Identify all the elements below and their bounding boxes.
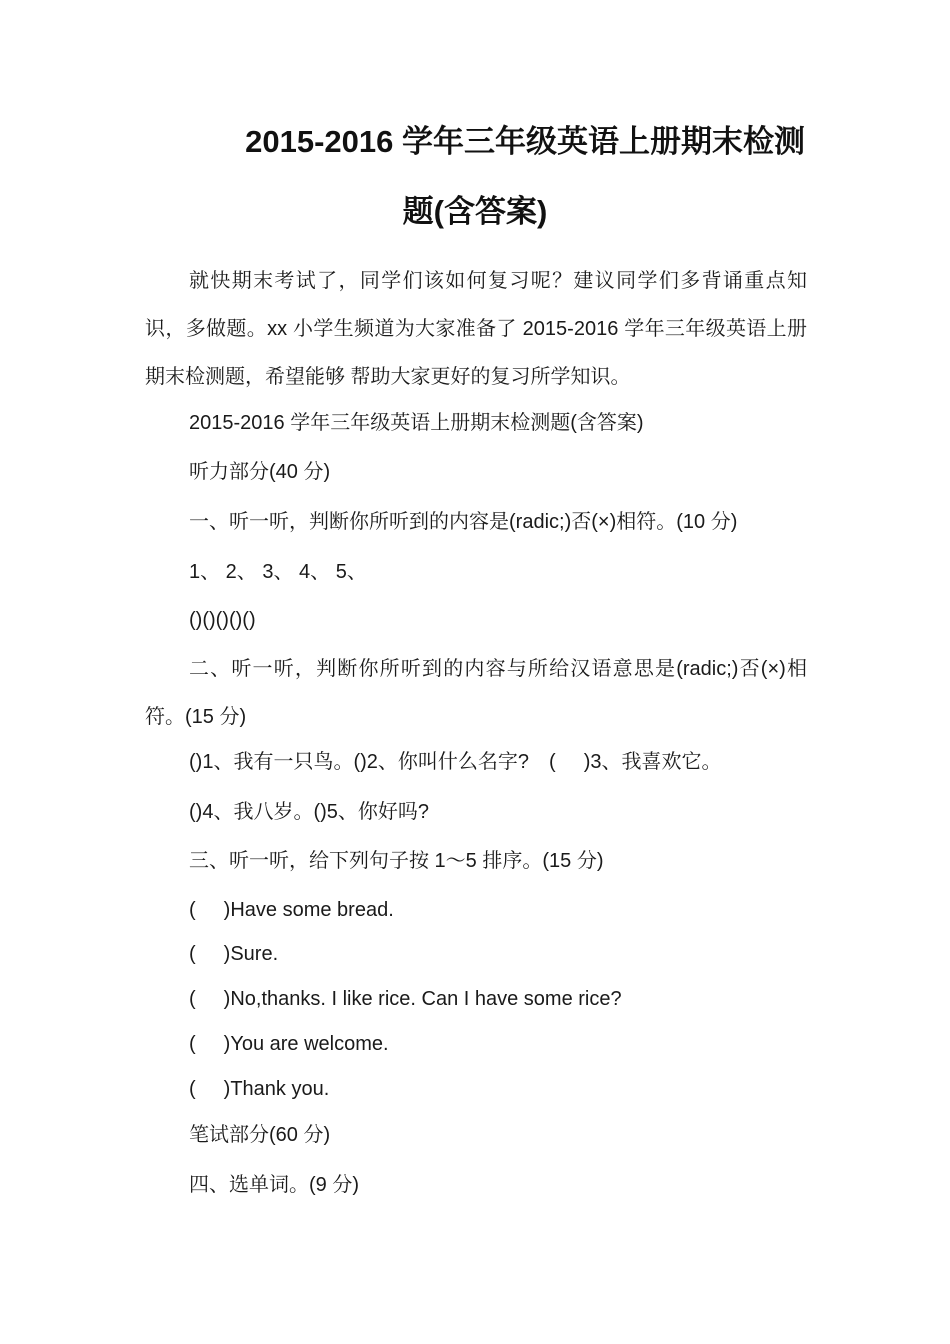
section3-item bbox=[189, 984, 622, 1014]
section2-row-1-part-a: ()1、我有一只鸟。()2、你叫什么名字? bbox=[189, 751, 530, 773]
section1-answer-blanks: ()()()()() bbox=[189, 609, 256, 631]
section2-row-1 bbox=[189, 747, 721, 777]
section2-instruction: 二、听一听，判断你所听到的内容与所给汉语意思是(radic;)否(×)相符。(15 分) bbox=[145, 658, 807, 728]
section3-item bbox=[189, 895, 394, 925]
section3-item-open-paren: ( bbox=[189, 943, 196, 965]
section3-item-text: )Thank you. bbox=[223, 1078, 330, 1100]
section3-item bbox=[189, 1029, 389, 1059]
section2-row-1-part-c: )3、我喜欢它。 bbox=[583, 751, 722, 773]
section3-item-text: )Sure. bbox=[223, 943, 279, 965]
listening-section-header: 听力部分(40 分) bbox=[189, 461, 331, 483]
document-title-line-1: 2015-2016 学年三年级英语上册期末检测 bbox=[245, 124, 805, 159]
section3-item-text: )You are welcome. bbox=[223, 1033, 389, 1055]
written-section-header: 笔试部分(60 分) bbox=[189, 1124, 331, 1146]
intro-paragraph: 就快期末考试了，同学们该如何复习呢？建议同学们多背诵重点知识，多做题。xx 小学生频道为大家准备了 2015-2016 学年三年级英语上册期末检测题，希望能够 帮助大家更好的复习所学知识。 bbox=[145, 270, 807, 388]
section3-item-open-paren: ( bbox=[189, 1078, 196, 1100]
section3-item-open-paren: ( bbox=[189, 988, 196, 1010]
document-title-line-2: 题(含答案) bbox=[402, 194, 548, 229]
section3-item-open-paren: ( bbox=[189, 1033, 196, 1055]
section4-instruction: 四、选单词。(9 分) bbox=[189, 1174, 359, 1196]
section1-question-numbers: 1、 2、 3、 4、 5、 bbox=[189, 561, 367, 583]
section3-item-open-paren: ( bbox=[189, 899, 196, 921]
section3-item bbox=[189, 939, 278, 969]
section3-item bbox=[189, 1074, 329, 1104]
subtitle: 2015-2016 学年三年级英语上册期末检测题(含答案) bbox=[189, 412, 644, 434]
section2-row-2: ()4、我八岁。()5、你好吗? bbox=[189, 801, 430, 823]
section1-instruction: 一、听一听，判断你所听到的内容是(radic;)否(×)相符。(10 分) bbox=[189, 511, 738, 533]
section2-row-1-part-b: ( bbox=[549, 751, 556, 773]
section3-instruction: 三、听一听，给下列句子按 1～5 排序。(15 分) bbox=[189, 850, 604, 872]
section3-item-text: )No,thanks. I like rice. Can I have some rice? bbox=[223, 988, 622, 1010]
section3-item-text: )Have some bread. bbox=[223, 899, 394, 921]
